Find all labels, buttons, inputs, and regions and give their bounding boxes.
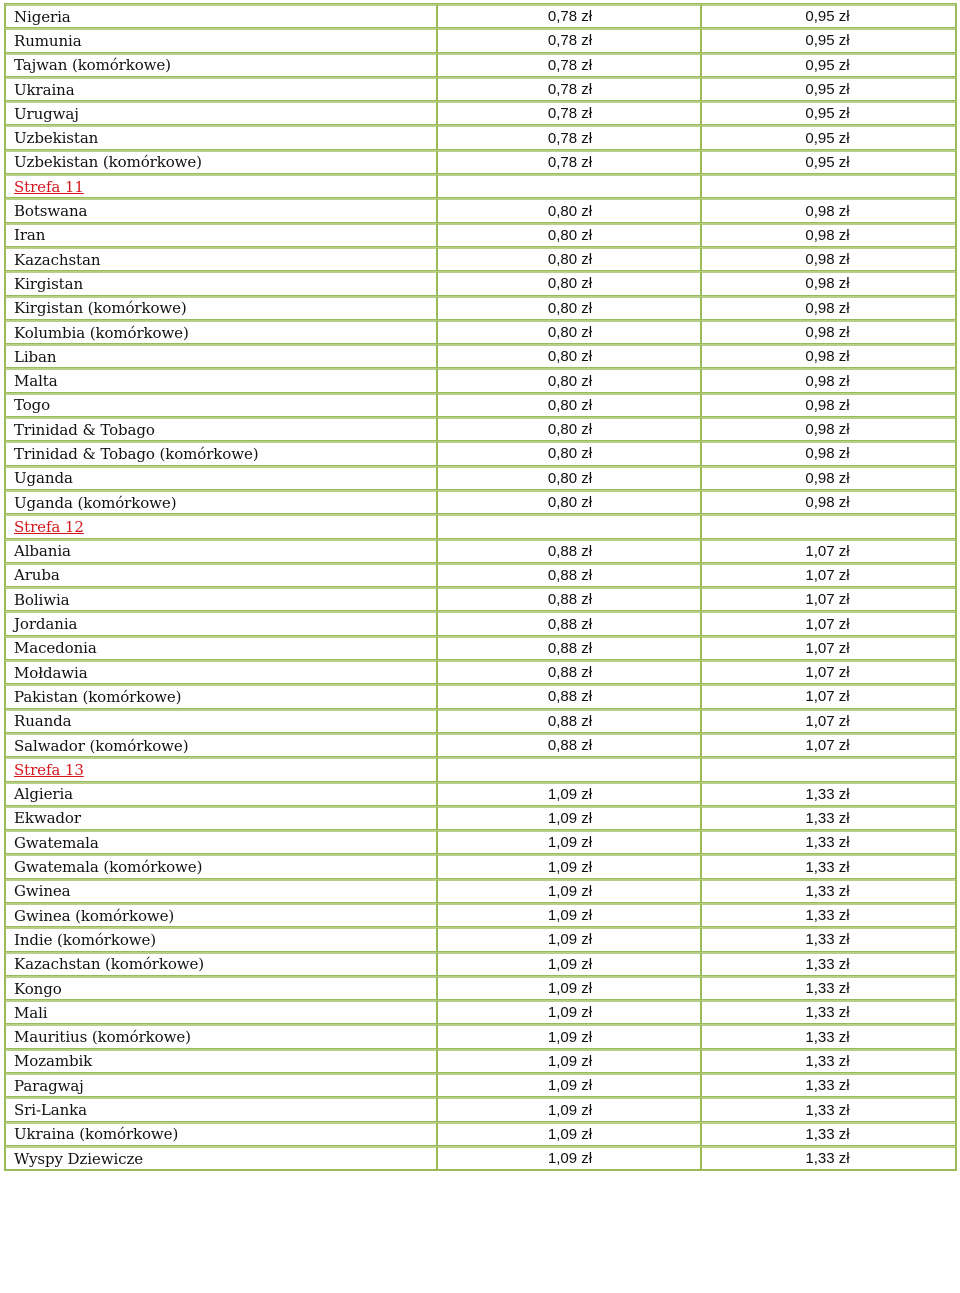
country-name: Mauritius (komórkowe): [5, 1024, 437, 1048]
country-name: Iran: [5, 223, 437, 247]
price-cell-a: [437, 1097, 702, 1121]
price-b: 1,33 zł: [805, 907, 850, 925]
zone-header-row: [5, 174, 956, 198]
price-b: 1,33 zł: [805, 882, 850, 900]
country-name: Uzbekistan (komórkowe): [5, 150, 437, 174]
price-b: 1,33 zł: [805, 1077, 850, 1095]
price-b: 0,98 zł: [805, 275, 850, 293]
price-cell-b: [701, 368, 956, 392]
price-a: 1,09 zł: [547, 955, 593, 973]
price-cell-b: [701, 879, 956, 903]
price-cell-a: [437, 344, 702, 368]
table-row: [5, 854, 956, 878]
country-name: Kirgistan: [5, 271, 437, 295]
table-row: [5, 636, 956, 660]
price-cell-a: [437, 539, 702, 563]
country-name: Trinidad & Tobago (komórkowe): [5, 441, 437, 465]
table-row: [5, 1146, 956, 1170]
price-cell-b: [701, 709, 956, 733]
price-cell-a: [437, 4, 702, 28]
price-b: 1,33 zł: [805, 1150, 850, 1168]
price-a: 0,78 zł: [547, 56, 593, 74]
price-a: 1,09 zł: [547, 1028, 593, 1046]
price-a: 0,80 zł: [547, 226, 593, 244]
price-b: 1,07 zł: [805, 664, 850, 682]
rates-table: [4, 3, 957, 1171]
price-a: 1,09 zł: [547, 931, 593, 949]
price-cell-b: [701, 101, 956, 125]
country-name: Boliwia: [5, 587, 437, 611]
price-cell-b: [701, 1122, 956, 1146]
zone-title: Strefa 13: [5, 757, 437, 781]
table-row: [5, 539, 956, 563]
price-a: 0,78 zł: [547, 32, 593, 50]
price-cell-b: [701, 150, 956, 174]
country-name: Malta: [5, 368, 437, 392]
table-row: [5, 77, 956, 101]
price-cell-a: [437, 101, 702, 125]
price-b: 1,07 zł: [805, 591, 850, 609]
country-name: Albania: [5, 539, 437, 563]
price-a: 0,80 zł: [547, 251, 593, 269]
table-row: [5, 806, 956, 830]
price-cell-a: [437, 466, 702, 490]
table-row: [5, 1000, 956, 1024]
price-a: 0,88 zł: [547, 639, 593, 657]
price-a: 1,09 zł: [547, 1052, 593, 1070]
table-row: [5, 441, 956, 465]
table-row: [5, 296, 956, 320]
zone-header-row: [5, 514, 956, 538]
price-a: 0,88 zł: [547, 737, 593, 755]
price-cell-a: [437, 782, 702, 806]
country-name: Ekwador: [5, 806, 437, 830]
price-cell-b: [701, 782, 956, 806]
price-b: 0,98 zł: [805, 494, 850, 512]
price-cell-a: [437, 441, 702, 465]
price-cell-b: [701, 28, 956, 52]
price-b: 1,33 zł: [805, 834, 850, 852]
price-cell-b: [701, 223, 956, 247]
price-b: 0,95 zł: [805, 153, 850, 171]
price-cell-a: [437, 636, 702, 660]
table-row: [5, 417, 956, 441]
price-cell-a: [437, 125, 702, 149]
price-cell-b: [701, 1146, 956, 1170]
price-cell-a: [437, 368, 702, 392]
country-name: Mołdawia: [5, 660, 437, 684]
price-b: 1,07 zł: [805, 737, 850, 755]
price-b: 0,95 zł: [805, 56, 850, 74]
table-row: [5, 1049, 956, 1073]
price-cell-a: [437, 320, 702, 344]
price-cell-b: [701, 417, 956, 441]
table-row: [5, 927, 956, 951]
country-name: Indie (komórkowe): [5, 927, 437, 951]
table-row: [5, 125, 956, 149]
price-b: 0,95 zł: [805, 105, 850, 123]
country-name: Jordania: [5, 611, 437, 635]
table-row: [5, 709, 956, 733]
price-cell-b: [701, 684, 956, 708]
price-cell-b: [701, 198, 956, 222]
country-name: Gwinea: [5, 879, 437, 903]
country-name: Kazachstan (komórkowe): [5, 952, 437, 976]
country-name: Botswana: [5, 198, 437, 222]
price-cell-b: [701, 1000, 956, 1024]
price-cell-b: [701, 53, 956, 77]
table-row: [5, 101, 956, 125]
price-b: 0,98 zł: [805, 348, 850, 366]
table-row: [5, 879, 956, 903]
price-cell-a: [437, 296, 702, 320]
price-a: 1,09 zł: [547, 785, 593, 803]
country-name: Pakistan (komórkowe): [5, 684, 437, 708]
price-cell-b: [701, 490, 956, 514]
price-b: 1,33 zł: [805, 931, 850, 949]
price-b: 0,98 zł: [805, 324, 850, 341]
price-cell-b: [701, 927, 956, 951]
country-name: Kazachstan: [5, 247, 437, 271]
price-cell-b: [701, 441, 956, 465]
price-cell-a: [437, 1000, 702, 1024]
price-a: 0,78 zł: [547, 129, 593, 147]
country-name: Uganda: [5, 466, 437, 490]
table-row: [5, 952, 956, 976]
price-cell-a: [437, 563, 702, 587]
price-cell-a: [437, 903, 702, 927]
price-a: 1,09 zł: [547, 834, 593, 852]
price-b: 1,33 zł: [805, 955, 850, 973]
price-cell-a: [437, 757, 702, 781]
price-b: 0,98 zł: [805, 421, 850, 439]
price-a: 0,80 zł: [547, 421, 593, 439]
price-cell-a: [437, 490, 702, 514]
table-row: [5, 368, 956, 392]
price-a: 0,80 zł: [547, 202, 593, 220]
price-cell-a: [437, 976, 702, 1000]
country-name: Uzbekistan: [5, 125, 437, 149]
price-cell-b: [701, 952, 956, 976]
price-cell-b: [701, 636, 956, 660]
price-cell-a: [437, 1073, 702, 1097]
price-cell-a: [437, 684, 702, 708]
table-row: [5, 150, 956, 174]
price-b: 0,98 zł: [805, 202, 850, 220]
table-row: [5, 684, 956, 708]
table-row: [5, 223, 956, 247]
price-cell-a: [437, 806, 702, 830]
price-b: 0,95 zł: [805, 8, 850, 26]
price-cell-b: [701, 4, 956, 28]
price-b: 1,33 zł: [805, 809, 850, 827]
table-row: [5, 733, 956, 757]
price-a: 0,88 zł: [547, 664, 593, 682]
price-cell-b: [701, 806, 956, 830]
country-name: Kolumbia (komórkowe): [5, 320, 437, 344]
price-cell-b: [701, 125, 956, 149]
price-a: 0,78 zł: [547, 81, 593, 99]
price-cell-b: [701, 1073, 956, 1097]
price-cell-a: [437, 247, 702, 271]
table-row: [5, 782, 956, 806]
price-b: 1,07 zł: [805, 566, 850, 584]
table-row: [5, 247, 956, 271]
price-a: 1,09 zł: [547, 907, 593, 925]
price-a: 0,88 zł: [547, 712, 593, 730]
price-b: 1,07 zł: [805, 712, 850, 730]
table-row: [5, 1024, 956, 1048]
table-row: [5, 563, 956, 587]
price-b: 1,33 zł: [805, 785, 850, 803]
price-cell-b: [701, 271, 956, 295]
price-b: 0,98 zł: [805, 226, 850, 244]
price-cell-b: [701, 733, 956, 757]
country-name: Uganda (komórkowe): [5, 490, 437, 514]
price-a: 1,09 zł: [547, 1125, 593, 1143]
price-a: 0,80 zł: [547, 469, 593, 487]
table-row: [5, 28, 956, 52]
price-a: 0,78 zł: [547, 105, 593, 123]
price-cell-b: [701, 854, 956, 878]
price-b: 0,98 zł: [805, 372, 850, 390]
price-b: 1,33 zł: [805, 858, 850, 876]
price-a: 1,09 zł: [547, 858, 593, 876]
rates-table-body: [5, 4, 956, 1170]
price-a: 0,80 zł: [547, 324, 593, 341]
price-cell-b: [701, 466, 956, 490]
country-name: Mozambik: [5, 1049, 437, 1073]
price-cell-b: [701, 1097, 956, 1121]
country-name: Sri-Lanka: [5, 1097, 437, 1121]
price-cell-a: [437, 514, 702, 538]
price-cell-b: [701, 296, 956, 320]
price-cell-b: [701, 976, 956, 1000]
price-b: 1,07 zł: [805, 615, 850, 633]
zone-title: Strefa 12: [5, 514, 437, 538]
table-row: [5, 903, 956, 927]
price-cell-b: [701, 830, 956, 854]
price-b: 0,95 zł: [805, 81, 850, 99]
price-b: 1,33 zł: [805, 1004, 850, 1022]
price-cell-b: [701, 344, 956, 368]
country-name: Wyspy Dziewicze: [5, 1146, 437, 1170]
price-cell-a: [437, 854, 702, 878]
price-cell-b: [701, 320, 956, 344]
price-cell-a: [437, 733, 702, 757]
price-cell-a: [437, 709, 702, 733]
table-row: [5, 1073, 956, 1097]
table-row: [5, 660, 956, 684]
country-name: Gwatemala: [5, 830, 437, 854]
price-a: 0,78 zł: [547, 153, 593, 171]
price-a: 1,09 zł: [547, 882, 593, 900]
price-b: 1,33 zł: [805, 1101, 850, 1119]
price-b: 0,95 zł: [805, 129, 850, 147]
country-name: Salwador (komórkowe): [5, 733, 437, 757]
zone-header-row: [5, 757, 956, 781]
table-row: [5, 53, 956, 77]
price-cell-a: [437, 587, 702, 611]
table-row: [5, 393, 956, 417]
country-name: Gwatemala (komórkowe): [5, 854, 437, 878]
price-b: 1,33 zł: [805, 980, 850, 998]
price-b: 1,33 zł: [805, 1052, 850, 1070]
table-row: [5, 587, 956, 611]
price-a: 0,80 zł: [547, 299, 593, 317]
price-cell-a: [437, 77, 702, 101]
country-name: Macedonia: [5, 636, 437, 660]
price-a: 1,09 zł: [547, 980, 593, 998]
country-name: Mali: [5, 1000, 437, 1024]
price-cell-a: [437, 1024, 702, 1048]
country-name: Algieria: [5, 782, 437, 806]
price-cell-b: [701, 539, 956, 563]
price-cell-a: [437, 1049, 702, 1073]
price-cell-a: [437, 660, 702, 684]
price-b: 1,07 zł: [805, 542, 850, 560]
price-cell-a: [437, 879, 702, 903]
price-b: 1,33 zł: [805, 1125, 850, 1143]
price-cell-a: [437, 150, 702, 174]
price-cell-b: [701, 757, 956, 781]
table-row: [5, 344, 956, 368]
price-a: 0,80 zł: [547, 396, 593, 414]
price-a: 1,09 zł: [547, 809, 593, 827]
price-a: 0,80 zł: [547, 494, 593, 512]
price-b: 1,07 zł: [805, 688, 850, 706]
price-b: 0,98 zł: [805, 299, 850, 317]
price-cell-b: [701, 611, 956, 635]
price-a: 0,80 zł: [547, 275, 593, 293]
table-row: [5, 490, 956, 514]
price-cell-b: [701, 77, 956, 101]
price-cell-b: [701, 393, 956, 417]
price-a: 1,09 zł: [547, 1101, 593, 1119]
price-a: 0,88 zł: [547, 591, 593, 609]
price-cell-a: [437, 830, 702, 854]
price-a: 0,80 zł: [547, 348, 593, 366]
price-cell-a: [437, 271, 702, 295]
price-a: 1,09 zł: [547, 1077, 593, 1095]
country-name: Liban: [5, 344, 437, 368]
price-a: 0,88 zł: [547, 566, 593, 584]
price-b: 0,95 zł: [805, 32, 850, 50]
price-b: 0,98 zł: [805, 396, 850, 414]
price-cell-a: [437, 223, 702, 247]
table-row: [5, 198, 956, 222]
table-row: [5, 320, 956, 344]
price-a: 1,09 zł: [547, 1150, 593, 1168]
country-name: Urugwaj: [5, 101, 437, 125]
price-a: 0,80 zł: [547, 372, 593, 390]
price-cell-a: [437, 952, 702, 976]
table-row: [5, 466, 956, 490]
country-name: Trinidad & Tobago: [5, 417, 437, 441]
country-name: Ukraina: [5, 77, 437, 101]
price-a: 0,80 zł: [547, 445, 593, 463]
price-cell-a: [437, 198, 702, 222]
country-name: Gwinea (komórkowe): [5, 903, 437, 927]
price-cell-a: [437, 611, 702, 635]
table-row: [5, 1097, 956, 1121]
price-cell-a: [437, 174, 702, 198]
price-a: 0,88 zł: [547, 615, 593, 633]
price-a: 0,88 zł: [547, 688, 593, 706]
table-row: [5, 611, 956, 635]
price-cell-a: [437, 28, 702, 52]
country-name: Kongo: [5, 976, 437, 1000]
country-name: Nigeria: [5, 4, 437, 28]
price-b: 0,98 zł: [805, 251, 850, 269]
price-b: 1,33 zł: [805, 1028, 850, 1046]
price-b: 1,07 zł: [805, 639, 850, 657]
price-cell-b: [701, 563, 956, 587]
price-cell-a: [437, 417, 702, 441]
table-row: [5, 271, 956, 295]
price-a: 0,78 zł: [547, 8, 593, 26]
table-row: [5, 1122, 956, 1146]
price-cell-a: [437, 53, 702, 77]
price-a: 0,88 zł: [547, 542, 593, 560]
country-name: Tajwan (komórkowe): [5, 53, 437, 77]
price-cell-b: [701, 1024, 956, 1048]
price-cell-b: [701, 660, 956, 684]
country-name: Togo: [5, 393, 437, 417]
country-name: Paragwaj: [5, 1073, 437, 1097]
country-name: Ukraina (komórkowe): [5, 1122, 437, 1146]
price-cell-b: [701, 174, 956, 198]
price-cell-b: [701, 514, 956, 538]
country-name: Ruanda: [5, 709, 437, 733]
price-cell-b: [701, 247, 956, 271]
price-cell-a: [437, 927, 702, 951]
country-name: Aruba: [5, 563, 437, 587]
price-cell-b: [701, 903, 956, 927]
price-cell-b: [701, 587, 956, 611]
table-row: [5, 976, 956, 1000]
country-name: Kirgistan (komórkowe): [5, 296, 437, 320]
price-cell-a: [437, 1146, 702, 1170]
price-a: 1,09 zł: [547, 1004, 593, 1022]
table-row: [5, 4, 956, 28]
price-cell-a: [437, 1122, 702, 1146]
country-name: Rumunia: [5, 28, 437, 52]
price-b: 0,98 zł: [805, 445, 850, 463]
price-b: 0,98 zł: [805, 469, 850, 487]
zone-title: Strefa 11: [5, 174, 437, 198]
price-cell-a: [437, 393, 702, 417]
table-row: [5, 830, 956, 854]
price-cell-b: [701, 1049, 956, 1073]
